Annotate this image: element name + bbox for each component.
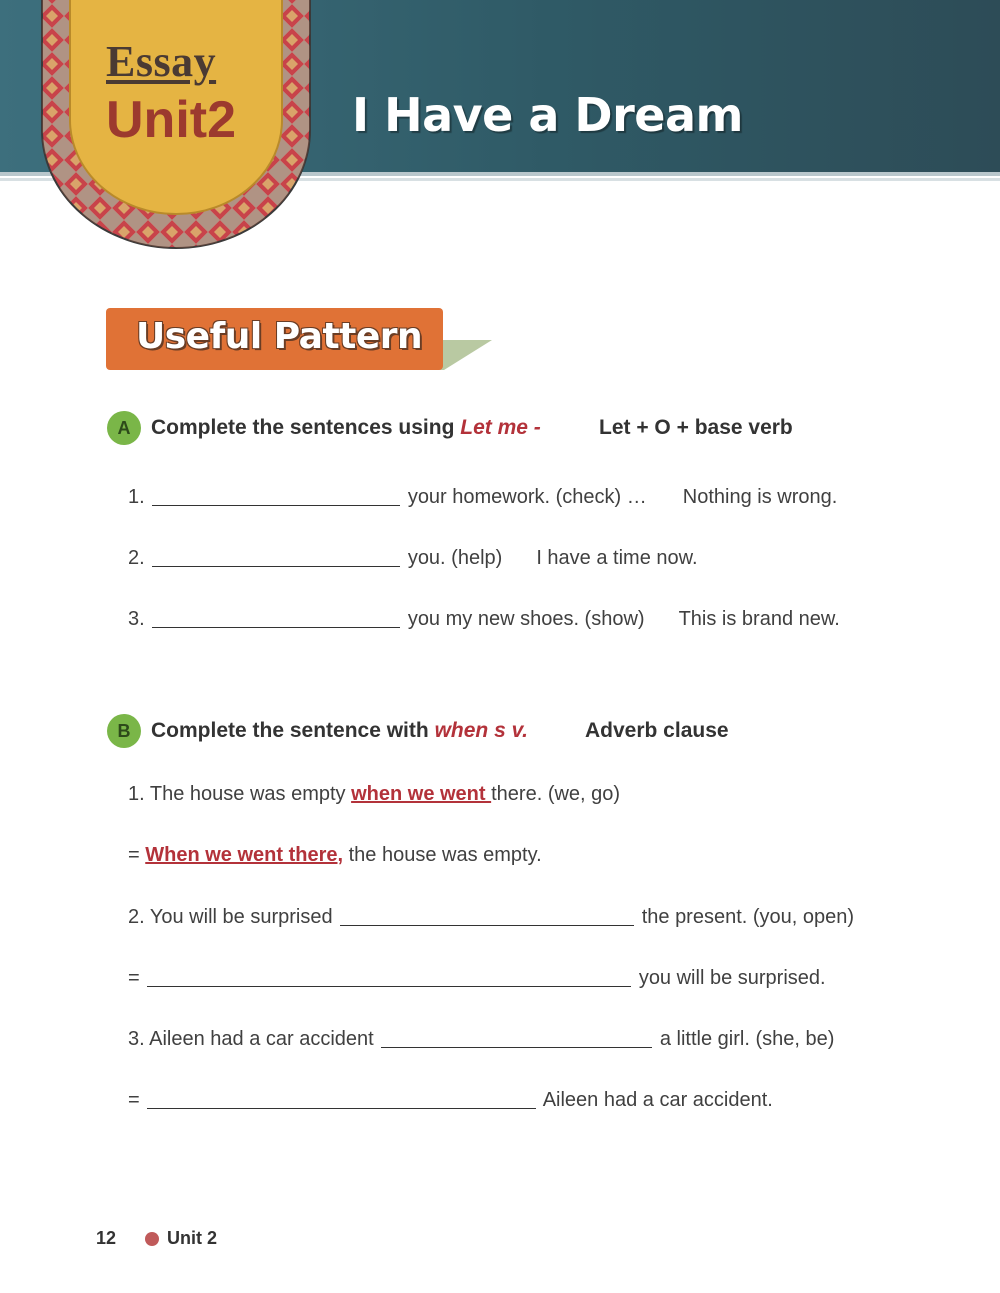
answer-blank[interactable] xyxy=(381,1027,652,1048)
answer-blank[interactable] xyxy=(152,546,400,567)
example-answer: when we went xyxy=(351,783,492,805)
exercise-a-item-1 xyxy=(128,485,837,509)
answer-blank[interactable] xyxy=(152,607,400,628)
item-text: 3. Aileen had a car accident xyxy=(128,1028,374,1050)
item-text-end: a little girl. (she, be) xyxy=(659,1028,835,1050)
exercise-b-item-2 xyxy=(128,905,854,929)
item-text: 2. You will be surprised xyxy=(128,906,333,928)
item-hint: Nothing is wrong. xyxy=(682,486,838,508)
item-text: you my new shoes. (show) xyxy=(407,608,645,630)
item-number: 2. xyxy=(128,547,145,569)
badge-unit-label: Unit2 xyxy=(106,91,236,149)
page-title: I Have a Dream xyxy=(352,88,743,142)
section-tab xyxy=(106,308,443,370)
exercise-a-instruction xyxy=(151,416,541,440)
exercise-a-pattern: Let me - xyxy=(460,416,541,439)
example-text: 1. The house was empty xyxy=(128,783,352,805)
footer-unit-label: Unit 2 xyxy=(167,1228,218,1248)
badge-essay-label: Essay xyxy=(106,37,217,86)
example-text-end: the house was empty. xyxy=(343,844,542,866)
example-answer: When we went there, xyxy=(145,844,344,866)
item-hint: This is brand new. xyxy=(678,608,840,630)
answer-blank[interactable] xyxy=(147,966,631,987)
item-text: you. (help) xyxy=(407,547,503,569)
exercise-b-item-2-rewrite xyxy=(128,966,826,990)
exercise-b-example-1 xyxy=(128,783,620,806)
item-text: your homework. (check) … xyxy=(407,486,647,508)
exercise-a-item-3 xyxy=(128,607,840,631)
equals-sign: = xyxy=(128,1089,140,1111)
exercise-a-instruction-text: Complete the sentences using xyxy=(151,416,461,439)
exercise-b-grammar-note: Adverb clause xyxy=(585,719,729,742)
item-number: 1. xyxy=(128,486,145,508)
answer-blank[interactable] xyxy=(340,905,634,926)
footer-bullet-icon xyxy=(145,1232,159,1246)
item-number: 3. xyxy=(128,608,145,630)
exercise-b-item-3-rewrite xyxy=(128,1088,773,1112)
unit-badge xyxy=(40,0,312,250)
item-text-end: the present. (you, open) xyxy=(641,906,855,928)
exercise-b-pattern: when s v. xyxy=(434,719,528,742)
answer-blank[interactable] xyxy=(152,485,400,506)
equals-sign: = xyxy=(128,967,140,989)
exercise-b-instruction-text: Complete the sentence with xyxy=(151,719,435,742)
answer-blank[interactable] xyxy=(147,1088,536,1109)
example-text-end: there. (we, go) xyxy=(491,783,621,805)
exercise-b-instruction xyxy=(151,719,528,743)
equals-sign: = xyxy=(128,844,146,866)
exercise-b-example-2 xyxy=(128,844,542,867)
exercise-a-marker: A xyxy=(107,411,141,445)
exercise-a-grammar-note: Let + O + base verb xyxy=(599,416,793,439)
page-number: 12 xyxy=(96,1228,117,1248)
exercise-b-item-3 xyxy=(128,1027,834,1051)
item-text-end: you will be surprised. xyxy=(638,967,826,989)
item-text-end: Aileen had a car accident. xyxy=(542,1089,773,1111)
section-tab-label: Useful Pattern xyxy=(136,316,423,357)
exercise-b-marker: B xyxy=(107,714,141,748)
item-hint: I have a time now. xyxy=(536,547,698,569)
exercise-a-item-2 xyxy=(128,546,698,570)
section-tab-fold xyxy=(436,340,494,372)
